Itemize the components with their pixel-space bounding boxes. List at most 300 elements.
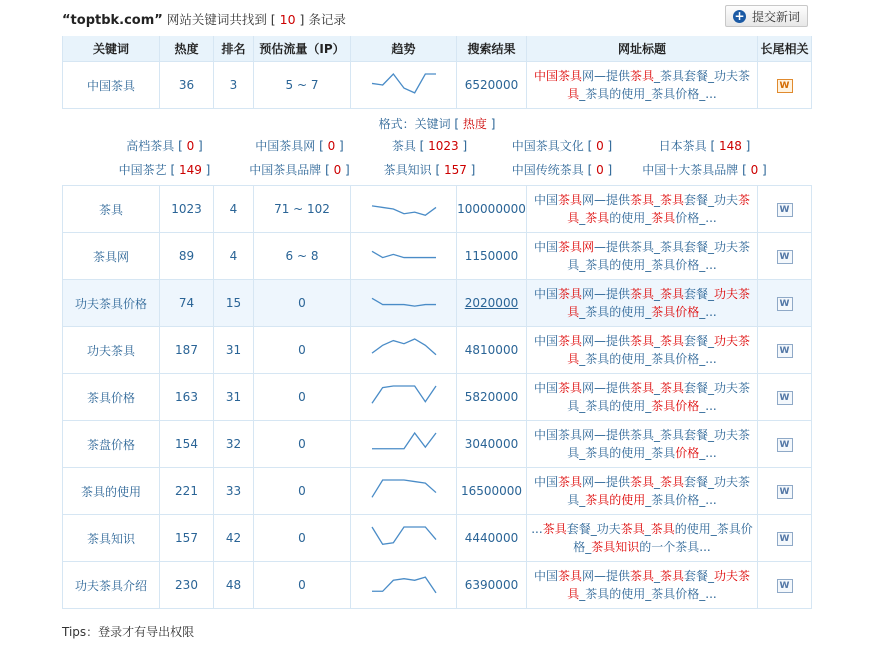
sub-keyword-name[interactable]: 中国茶具网 [255,139,316,153]
results-cell[interactable] [457,468,527,515]
heat-cell: 36 [160,62,214,109]
title-cell[interactable] [527,515,758,562]
trend-line [372,339,436,355]
title-fragment: 茶具 [660,475,685,489]
title-fragment: 具_茶具的使用_茶具价格_... [567,258,717,272]
heat-cell: 221 [160,468,214,515]
results-cell[interactable]: 6520000 [457,62,527,109]
title-fragment: 功夫茶 [714,569,751,583]
table-row [63,468,812,515]
results-cell[interactable] [457,186,527,233]
sub-keyword-name[interactable]: 日本茶具 [658,139,707,153]
bracket: ] [201,163,211,177]
title-fragment: 的一个茶具... [639,540,711,554]
title-cell[interactable] [527,562,758,609]
title-fragment: _ [644,522,651,536]
bracket: ] [335,139,344,153]
sub-keyword-heat: 149 [178,163,202,177]
sub-keyword-link[interactable] [630,135,780,157]
heat-cell: 154 [160,421,214,468]
trend-line [372,386,436,403]
rank-cell: 32 [214,421,254,468]
title-fragment: 茶具 [629,287,654,301]
header-text-after: ] 条记录 [295,12,346,27]
title-fragment: 中国 [533,475,558,489]
title-cell[interactable] [527,421,758,468]
rank-cell: 4 [214,233,254,280]
title-fragment: _ [654,193,660,207]
title-cell[interactable] [527,186,758,233]
trend-line [372,298,436,306]
title-fragment: 茶具价格 [651,399,700,413]
table-row [63,233,812,280]
column-header-traffic[interactable]: 预估流量（IP） [254,36,351,62]
title-fragment: _... [699,399,717,413]
submit-button-label: 提交新词 [751,9,800,24]
longtail-cell[interactable] [758,233,812,280]
keyword-cell[interactable] [63,233,160,280]
table-row [63,421,812,468]
title-fragment: 中国 [533,193,558,207]
trend-cell [351,62,457,109]
heat-cell: 1023 [160,186,214,233]
longtail-cell[interactable] [758,327,812,374]
title-fragment: 套餐_功夫 [566,522,621,536]
title-fragment: _ [654,381,661,395]
sub-keyword-heat: 0 [750,163,759,177]
bracket: ] [603,163,613,177]
keyword-link[interactable]: 功夫茶具介绍 [74,578,147,593]
title-fragment: 茶具 [650,522,675,536]
trend-line [372,577,436,593]
keyword-link[interactable]: 茶具网 [92,249,129,264]
column-header-rank[interactable]: 排名 [214,36,254,62]
keyword-link[interactable]: 功夫茶具价格 [74,296,147,311]
table-header-row [63,36,812,62]
longtail-word-icon[interactable]: W [777,203,793,217]
column-header-heat[interactable]: 热度 [160,36,214,62]
longtail-word-icon[interactable]: W [777,579,793,593]
longtail-word-icon[interactable]: W [777,391,793,405]
sub-keyword-link[interactable] [235,159,365,181]
title-fragment: _ [654,475,661,489]
format-line [63,115,812,133]
format-prefix: 格式：关键词 [ [378,117,463,131]
title-fragment: 套餐_ [684,569,715,583]
sub-keyword-grid [63,135,812,181]
title-fragment: 茶具 [660,193,685,207]
bracket: [ [431,163,444,177]
column-header-title: 网址标题 [527,36,758,62]
keyword-link[interactable]: 中国茶具 [86,78,135,93]
sub-keyword-link[interactable] [495,159,630,181]
results-value[interactable]: 4440000 [464,531,519,545]
main-keyword-row [63,62,812,109]
title-fragment: 功夫茶 [714,334,751,348]
bracket: [ [415,139,429,153]
longtail-cell[interactable] [758,562,812,609]
title-fragment: 茶 [738,193,751,207]
results-cell[interactable] [457,374,527,421]
title-fragment: _ [654,334,660,348]
longtail-word-icon[interactable]: W [777,297,793,311]
title-fragment: 茶具知识 [591,540,640,554]
heat-cell: 230 [160,562,214,609]
results-value[interactable]: 5820000 [464,390,519,404]
title-fragment: 的使用_ [609,211,652,225]
title-fragment: 茶具 [629,334,654,348]
format-suffix: ] [486,117,496,131]
rank-cell: 3 [214,62,254,109]
title-fragment: 网—提供 [581,287,630,301]
sub-keyword-link[interactable] [365,159,495,181]
sub-keyword-heat: 1023 [428,139,459,153]
title-fragment: ... [531,522,543,536]
column-header-trend: 趋势 [351,36,457,62]
results-value[interactable]: 4810000 [464,343,519,357]
keyword-cell[interactable] [63,186,160,233]
trend-line [372,206,436,215]
title-fragment: 茶具价格 [651,305,700,319]
trend-cell [351,515,457,562]
title-cell[interactable] [527,468,758,515]
heat-cell: 74 [160,280,214,327]
longtail-word-icon[interactable]: W [777,485,793,499]
rank-cell: 15 [214,280,254,327]
sub-keyword-heat: 148 [718,139,742,153]
trend-cell [351,327,457,374]
longtail-cell[interactable] [758,280,812,327]
traffic-cell: 5 ~ 7 [254,62,351,109]
title-fragment: 茶具 [630,475,655,489]
title-fragment: 茶具 [660,381,685,395]
results-value[interactable]: 2020000 [464,296,519,310]
sub-keyword-link[interactable] [630,159,780,181]
traffic-cell: 0 [254,468,351,515]
title-fragment: 茶具 [660,569,685,583]
title-fragment: 茶具 [630,381,655,395]
results-cell[interactable] [457,233,527,280]
bracket: [ [583,163,597,177]
traffic-cell: 0 [254,280,351,327]
title-fragment: 具_ [567,493,586,507]
rank-cell: 31 [214,374,254,421]
sub-keyword-link[interactable] [365,135,495,157]
keyword-cell[interactable] [63,280,160,327]
results-value[interactable]: 100000000 [457,202,526,216]
table-row [63,515,812,562]
sub-keyword-name[interactable]: 中国十大茶具品牌 [642,163,739,177]
trend-line [372,251,436,257]
table-row [63,186,812,233]
title-fragment: 具 [567,305,580,319]
trend-sparkline [369,289,439,317]
title-fragment: 网—提供 [581,381,630,395]
title-fragment: 格_ [573,540,592,554]
title-fragment: 套餐_功夫茶 [684,475,751,489]
keyword-link[interactable]: 茶具知识 [86,531,135,546]
traffic-cell: 0 [254,374,351,421]
sub-keyword-link[interactable] [95,135,235,157]
title-fragment: 套餐_ [684,334,715,348]
title-fragment: 网—提供 [581,475,630,489]
keyword-cell[interactable] [63,515,160,562]
longtail-cell[interactable] [758,515,812,562]
sub-keyword-heat: 0 [596,139,604,153]
table-row [63,562,812,609]
title-fragment: _茶具的使用_茶具价格_... [579,87,717,101]
title-fragment: 茶具 [629,193,654,207]
keyword-link[interactable]: 茶具价格 [86,390,135,405]
title-cell[interactable] [527,233,758,280]
title-fragment: _茶具价格_... [645,493,717,507]
title-cell[interactable] [527,62,758,109]
longtail-word-icon[interactable]: W [777,344,793,358]
trend-sparkline [369,71,439,99]
title-fragment: 中国 [533,334,558,348]
sub-keyword-heat: 0 [186,139,195,153]
longtail-cell[interactable] [758,421,812,468]
column-header-longtail: 长尾相关 [758,36,812,62]
title-fragment: 网—提供 [581,569,630,583]
title-fragment: 中国茶具网—提供茶具_茶具套餐_功夫茶 [533,428,750,442]
sub-keyword-heat: 157 [443,163,467,177]
longtail-cell[interactable] [758,468,812,515]
title-fragment: —提供茶具_茶具套餐_功夫茶 [594,240,751,254]
sub-keyword-name[interactable]: 中国茶具品牌 [249,163,322,177]
title-fragment: _茶具套餐_功夫茶 [654,69,751,83]
title-fragment: 茶具 [557,569,582,583]
results-cell[interactable] [457,515,527,562]
bracket: ] [758,163,767,177]
rank-cell: 31 [214,327,254,374]
bracket: ] [603,139,613,153]
trend-line [372,74,436,93]
keyword-cell[interactable] [63,468,160,515]
bracket: ] [466,163,476,177]
sub-keyword-link[interactable] [235,135,365,157]
title-fragment: 茶具 [620,522,645,536]
title-fragment: 具 [567,87,580,101]
title-fragment: 价格_... [675,211,717,225]
title-fragment: 价格 [675,446,700,460]
title-fragment: 具_茶具的使用_ [567,399,652,413]
bracket: [ [315,139,328,153]
title-fragment: _... [699,446,717,460]
results-cell[interactable] [457,327,527,374]
traffic-cell: 0 [254,515,351,562]
title-fragment: 中国 [533,240,558,254]
title-fragment: _茶具的使用_茶具价格_... [579,587,717,601]
bracket: ] [458,139,468,153]
plus-circle-icon: + [734,8,745,23]
title-fragment: 茶具 [557,287,582,301]
keyword-cell[interactable] [63,562,160,609]
title-fragment: 套餐_功夫 [684,193,739,207]
bracket: ] [741,139,751,153]
keyword-link[interactable]: 茶盘价格 [86,437,135,452]
bracket: [ [174,139,187,153]
keyword-cell[interactable] [63,327,160,374]
keyword-link[interactable]: 茶具 [98,202,123,217]
results-value[interactable]: 6390000 [464,578,519,592]
table-row [63,327,812,374]
title-fragment: _ [579,211,586,225]
results-value[interactable]: 16500000 [460,484,523,498]
title-fragment: _ [654,569,660,583]
title-fragment: 功夫茶 [714,287,751,301]
sub-keyword-name[interactable]: 中国茶艺 [118,163,167,177]
site-name: “toptbk.com” [62,13,163,28]
sub-keyword-section [63,109,812,186]
traffic-cell: 0 [254,327,351,374]
title-cell[interactable] [527,374,758,421]
trend-line [372,480,436,497]
table-row [63,374,812,421]
longtail-cell[interactable] [758,374,812,421]
longtail-cell[interactable] [758,186,812,233]
trend-sparkline [369,195,439,223]
trend-sparkline [369,430,439,458]
title-fragment: 茶具 [651,211,676,225]
rank-cell: 4 [214,186,254,233]
title-fragment: 中国 [533,381,558,395]
trend-sparkline [369,571,439,599]
column-header-keyword[interactable]: 关键词 [63,36,160,62]
longtail-word-icon[interactable]: W [777,532,793,546]
title-fragment: _ [654,287,660,301]
longtail-word-icon[interactable]: W [777,79,793,93]
bracket: [ [166,163,179,177]
title-fragment: 具 [567,352,580,366]
bracket: [ [738,163,751,177]
title-fragment: 茶具 [557,193,582,207]
title-fragment: 茶具 [557,381,582,395]
title-fragment: 茶具 [660,334,685,348]
trend-cell [351,374,457,421]
traffic-cell: 6 ~ 8 [254,233,351,280]
tips-text: Tips：登录才有导出权限 [62,625,195,639]
results-value[interactable]: 1150000 [464,249,519,263]
sub-keyword-heat: 0 [596,163,604,177]
column-header-results[interactable]: 搜索结果 [457,36,527,62]
title-fragment: 套餐_ [684,287,715,301]
trend-sparkline [369,336,439,364]
heat-cell: 157 [160,515,214,562]
trend-sparkline [369,477,439,505]
title-fragment: 网—提供 [581,193,630,207]
title-fragment: 的使用_茶具价 [674,522,753,536]
rank-cell: 42 [214,515,254,562]
trend-sparkline [369,383,439,411]
header-text-before: 网站关键词共找到 [ [166,12,280,27]
title-fragment: _茶具的使用_ [579,305,652,319]
title-fragment: 具 [567,587,580,601]
trend-cell [351,280,457,327]
title-fragment: 网—提供 [581,334,630,348]
sub-keyword-cell [63,109,812,186]
sub-keyword-name[interactable]: 高档茶具 [126,139,175,153]
trend-cell [351,186,457,233]
keyword-cell[interactable] [63,62,160,109]
keyword-cell[interactable] [63,374,160,421]
results-cell[interactable] [457,280,527,327]
results-header [62,10,346,30]
bracket: ] [194,139,203,153]
rank-cell: 48 [214,562,254,609]
results-cell[interactable] [457,421,527,468]
keyword-link[interactable]: 功夫茶具 [86,343,135,358]
title-fragment: 具 [567,211,580,225]
bracket: [ [321,163,334,177]
submit-new-word-button[interactable] [725,5,808,27]
sub-keyword-name[interactable]: 茶具知识 [383,163,432,177]
sub-keyword-heat: 0 [333,163,342,177]
title-fragment: 中国 [533,287,558,301]
trend-line [372,527,436,544]
keyword-table [62,36,812,609]
table-row [63,280,812,327]
title-fragment: 茶具 [557,475,582,489]
title-cell[interactable] [527,280,758,327]
rank-cell: 33 [214,468,254,515]
bracket: [ [706,139,719,153]
title-fragment: _茶具的使用_茶具价格_... [579,352,717,366]
title-fragment: 茶具 [542,522,567,536]
title-fragment: _... [699,305,717,319]
title-fragment: 茶具 [630,69,655,83]
title-fragment: 茶具 [585,211,610,225]
trend-sparkline [369,242,439,270]
results-cell[interactable] [457,562,527,609]
trend-line [372,433,436,449]
heat-cell: 187 [160,327,214,374]
results-value[interactable]: 3040000 [464,437,519,451]
title-fragment: 茶具的使用 [585,493,646,507]
sub-keyword-name[interactable]: 中国传统茶具 [511,163,584,177]
longtail-cell[interactable] [758,62,812,109]
bracket: ] [341,163,350,177]
title-fragment: 中国茶具 [533,69,582,83]
traffic-cell: 71 ~ 102 [254,186,351,233]
trend-cell [351,562,457,609]
keyword-cell[interactable] [63,421,160,468]
bracket: [ [583,139,597,153]
sub-keyword-name[interactable]: 中国茶具文化 [511,139,584,153]
title-fragment: 茶具 [660,287,685,301]
traffic-cell: 0 [254,562,351,609]
sub-keyword-heat: 0 [327,139,336,153]
title-fragment: 具_茶具的使用_茶具 [567,446,676,460]
title-cell[interactable] [527,327,758,374]
longtail-word-icon[interactable]: W [777,250,793,264]
sub-keyword-name[interactable]: 茶具 [391,139,416,153]
trend-cell [351,468,457,515]
title-fragment: 中国 [533,569,558,583]
title-fragment: 套餐_功夫茶 [684,381,751,395]
record-count: 10 [279,12,296,27]
trend-cell [351,233,457,280]
longtail-word-icon[interactable]: W [777,438,793,452]
sub-keyword-link[interactable] [95,159,235,181]
title-fragment: 茶具 [557,334,582,348]
title-fragment: 网—提供 [581,69,630,83]
keyword-link[interactable]: 茶具的使用 [80,484,141,499]
title-fragment: 茶具网 [557,240,594,254]
sub-keyword-link[interactable] [495,135,630,157]
title-fragment: 茶具 [629,569,654,583]
trend-cell [351,421,457,468]
